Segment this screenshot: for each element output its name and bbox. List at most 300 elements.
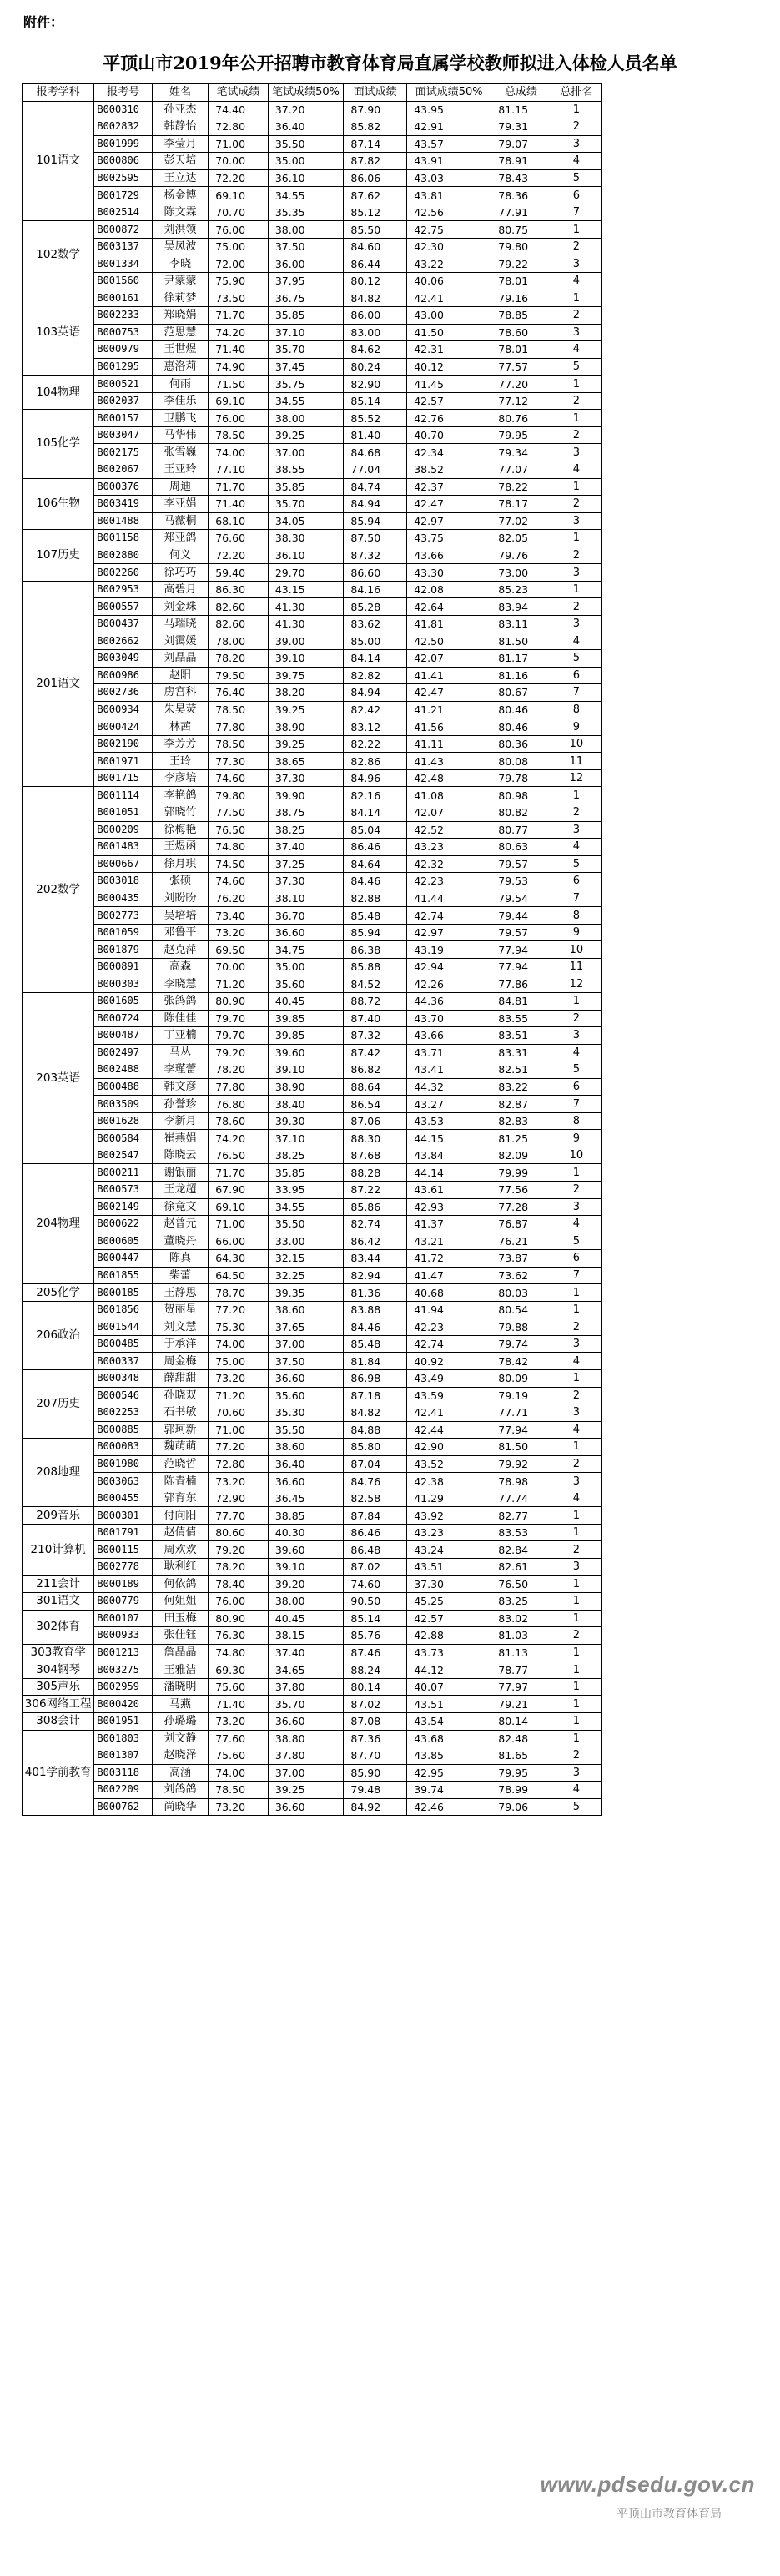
cell-interview-50: 43.27 bbox=[407, 1096, 491, 1113]
cell-rank: 1 bbox=[551, 1439, 601, 1456]
cell-written-score: 78.00 bbox=[209, 633, 269, 650]
cell-written-score: 75.60 bbox=[209, 1747, 269, 1765]
cell-written-50: 35.85 bbox=[268, 307, 344, 325]
cell-interview-50: 42.07 bbox=[407, 650, 491, 668]
cell-written-score: 79.50 bbox=[209, 667, 269, 684]
table-row bbox=[23, 1301, 602, 1318]
cell-interview-score: 82.90 bbox=[344, 376, 407, 393]
cell-interview-score: 87.84 bbox=[344, 1507, 407, 1525]
cell-rank: 9 bbox=[551, 1130, 601, 1147]
cell-rank: 5 bbox=[551, 358, 601, 376]
cell-name: 周欢欢 bbox=[152, 1541, 208, 1559]
cell-name: 陈佳佳 bbox=[152, 1010, 208, 1027]
cell-rank: 1 bbox=[551, 1524, 601, 1541]
cell-name: 郑亚鸽 bbox=[152, 530, 208, 547]
cell-exam-id: B000933 bbox=[94, 1627, 153, 1645]
cell-exam-id: B000779 bbox=[94, 1593, 153, 1611]
cell-name: 吴凤波 bbox=[152, 238, 208, 255]
cell-written-score: 59.40 bbox=[209, 564, 269, 582]
table-row bbox=[23, 821, 602, 839]
cell-written-score: 79.70 bbox=[209, 1027, 269, 1045]
cell-subject: 205化学 bbox=[23, 1284, 94, 1302]
cell-name: 周金梅 bbox=[152, 1353, 208, 1370]
cell-interview-score: 87.42 bbox=[344, 1044, 407, 1061]
cell-subject: 305声乐 bbox=[23, 1678, 94, 1696]
cell-interview-score: 87.70 bbox=[344, 1747, 407, 1765]
cell-rank: 12 bbox=[551, 769, 601, 787]
cell-interview-score: 81.84 bbox=[344, 1353, 407, 1370]
cell-name: 赵晓泽 bbox=[152, 1747, 208, 1765]
table-row bbox=[23, 769, 602, 787]
cell-written-score: 72.00 bbox=[209, 255, 269, 273]
cell-written-50: 38.15 bbox=[268, 1627, 344, 1645]
cell-exam-id: B002067 bbox=[94, 461, 153, 479]
cell-exam-id: B001158 bbox=[94, 530, 153, 547]
cell-name: 崔燕娟 bbox=[152, 1130, 208, 1147]
cell-exam-id: B000891 bbox=[94, 958, 153, 975]
cell-rank: 3 bbox=[551, 512, 601, 530]
cell-rank: 4 bbox=[551, 461, 601, 479]
cell-exam-id: B002149 bbox=[94, 1198, 153, 1216]
cell-rank: 4 bbox=[551, 1044, 601, 1061]
cell-exam-id: B001715 bbox=[94, 769, 153, 787]
cell-exam-id: B000557 bbox=[94, 598, 153, 616]
cell-interview-50: 44.32 bbox=[407, 1078, 491, 1096]
cell-exam-id: B002233 bbox=[94, 307, 153, 325]
cell-interview-score: 84.60 bbox=[344, 238, 407, 255]
cell-written-score: 74.00 bbox=[209, 1335, 269, 1353]
cell-written-50: 37.80 bbox=[268, 1678, 344, 1696]
cell-interview-50: 41.21 bbox=[407, 701, 491, 718]
table-row bbox=[23, 684, 602, 702]
cell-written-score: 66.00 bbox=[209, 1233, 269, 1250]
cell-total-score: 81.16 bbox=[491, 667, 551, 684]
cell-rank: 1 bbox=[551, 1678, 601, 1696]
cell-written-score: 71.20 bbox=[209, 975, 269, 993]
cell-name: 于承洋 bbox=[152, 1335, 208, 1353]
cell-interview-50: 42.08 bbox=[407, 581, 491, 598]
cell-written-score: 71.00 bbox=[209, 135, 269, 153]
cell-interview-50: 41.08 bbox=[407, 787, 491, 804]
cell-written-score: 70.00 bbox=[209, 958, 269, 975]
cell-rank: 1 bbox=[551, 1301, 601, 1318]
cell-written-50: 37.80 bbox=[268, 1747, 344, 1765]
cell-total-score: 81.65 bbox=[491, 1747, 551, 1765]
cell-written-50: 36.40 bbox=[268, 1455, 344, 1473]
cell-interview-50: 42.41 bbox=[407, 290, 491, 307]
table-row bbox=[23, 941, 602, 959]
cell-total-score: 79.76 bbox=[491, 547, 551, 564]
cell-name: 李彦培 bbox=[152, 769, 208, 787]
cell-exam-id: B002832 bbox=[94, 118, 153, 136]
cell-name: 李晓 bbox=[152, 255, 208, 273]
cell-exam-id: B002037 bbox=[94, 392, 153, 410]
cell-written-score: 78.40 bbox=[209, 1575, 269, 1593]
cell-total-score: 79.22 bbox=[491, 255, 551, 273]
cell-total-score: 81.03 bbox=[491, 1627, 551, 1645]
cell-total-score: 77.86 bbox=[491, 975, 551, 993]
cell-rank: 6 bbox=[551, 667, 601, 684]
cell-total-score: 81.50 bbox=[491, 1439, 551, 1456]
cell-exam-id: B000934 bbox=[94, 701, 153, 718]
cell-written-score: 74.40 bbox=[209, 101, 269, 118]
cell-interview-50: 37.30 bbox=[407, 1575, 491, 1593]
cell-rank: 1 bbox=[551, 1284, 601, 1302]
cell-total-score: 79.80 bbox=[491, 238, 551, 255]
cell-total-score: 78.42 bbox=[491, 1353, 551, 1370]
cell-subject: 308会计 bbox=[23, 1712, 94, 1730]
cell-total-score: 78.01 bbox=[491, 341, 551, 359]
cell-interview-score: 88.30 bbox=[344, 1130, 407, 1147]
cell-written-score: 69.50 bbox=[209, 941, 269, 959]
cell-interview-score: 83.44 bbox=[344, 1250, 407, 1268]
table-row bbox=[23, 273, 602, 290]
cell-total-score: 79.88 bbox=[491, 1318, 551, 1336]
table-row bbox=[23, 1782, 602, 1799]
cell-rank: 1 bbox=[551, 410, 601, 427]
cell-total-score: 78.77 bbox=[491, 1661, 551, 1679]
cell-total-score: 77.91 bbox=[491, 204, 551, 221]
cell-interview-score: 88.64 bbox=[344, 1078, 407, 1096]
cell-total-score: 82.51 bbox=[491, 1061, 551, 1079]
cell-total-score: 83.11 bbox=[491, 615, 551, 633]
cell-exam-id: B000872 bbox=[94, 221, 153, 239]
table-row bbox=[23, 1575, 602, 1593]
cell-name: 马燕 bbox=[152, 1696, 208, 1713]
cell-total-score: 78.36 bbox=[491, 187, 551, 204]
cell-interview-score: 87.02 bbox=[344, 1559, 407, 1576]
cell-written-50: 37.40 bbox=[268, 839, 344, 856]
cell-written-score: 69.10 bbox=[209, 187, 269, 204]
cell-total-score: 78.60 bbox=[491, 324, 551, 341]
table-row bbox=[23, 1747, 602, 1765]
cell-rank: 3 bbox=[551, 615, 601, 633]
table-row bbox=[23, 307, 602, 325]
cell-rank: 8 bbox=[551, 701, 601, 718]
cell-total-score: 79.54 bbox=[491, 890, 551, 907]
cell-interview-50: 40.06 bbox=[407, 273, 491, 290]
cell-subject: 306网络工程 bbox=[23, 1696, 94, 1713]
cell-interview-score: 87.40 bbox=[344, 1010, 407, 1027]
table-row bbox=[23, 376, 602, 393]
cell-interview-50: 41.41 bbox=[407, 667, 491, 684]
cell-interview-score: 87.18 bbox=[344, 1387, 407, 1404]
cell-total-score: 83.31 bbox=[491, 1044, 551, 1061]
table-row bbox=[23, 1061, 602, 1079]
cell-total-score: 80.76 bbox=[491, 410, 551, 427]
cell-rank: 2 bbox=[551, 804, 601, 821]
table-row bbox=[23, 1147, 602, 1164]
table-row bbox=[23, 1541, 602, 1559]
cell-total-score: 77.07 bbox=[491, 461, 551, 479]
cell-written-50: 37.50 bbox=[268, 238, 344, 255]
cell-subject: 107历史 bbox=[23, 530, 94, 582]
cell-written-50: 38.55 bbox=[268, 461, 344, 479]
cell-written-score: 67.90 bbox=[209, 1182, 269, 1199]
cell-written-score: 71.70 bbox=[209, 478, 269, 496]
cell-interview-50: 42.32 bbox=[407, 855, 491, 873]
cell-total-score: 82.61 bbox=[491, 1559, 551, 1576]
cell-interview-50: 42.44 bbox=[407, 1421, 491, 1439]
cell-exam-id: B001729 bbox=[94, 187, 153, 204]
cell-interview-score: 87.06 bbox=[344, 1112, 407, 1130]
cell-total-score: 77.12 bbox=[491, 392, 551, 410]
cell-total-score: 83.55 bbox=[491, 1010, 551, 1027]
table-row bbox=[23, 1130, 602, 1147]
cell-name: 李艳鸽 bbox=[152, 787, 208, 804]
cell-written-50: 38.25 bbox=[268, 821, 344, 839]
cell-written-score: 73.20 bbox=[209, 1798, 269, 1816]
cell-interview-50: 42.07 bbox=[407, 804, 491, 821]
cell-exam-id: B000376 bbox=[94, 478, 153, 496]
cell-name: 范思慧 bbox=[152, 324, 208, 341]
table-row bbox=[23, 924, 602, 941]
cell-written-score: 78.50 bbox=[209, 426, 269, 444]
cell-interview-50: 42.34 bbox=[407, 444, 491, 461]
cell-exam-id: B002488 bbox=[94, 1061, 153, 1079]
cell-written-50: 34.55 bbox=[268, 1198, 344, 1216]
cell-interview-50: 41.72 bbox=[407, 1250, 491, 1268]
cell-written-50: 38.85 bbox=[268, 1507, 344, 1525]
cell-name: 柴蕾 bbox=[152, 1267, 208, 1284]
cell-interview-50: 42.57 bbox=[407, 392, 491, 410]
cell-interview-50: 43.59 bbox=[407, 1387, 491, 1404]
cell-interview-50: 42.95 bbox=[407, 1764, 491, 1782]
cell-rank: 1 bbox=[551, 1575, 601, 1593]
cell-rank: 1 bbox=[551, 1593, 601, 1611]
cell-exam-id: B002253 bbox=[94, 1404, 153, 1422]
cell-exam-id: B000584 bbox=[94, 1130, 153, 1147]
cell-exam-id: B001605 bbox=[94, 992, 153, 1010]
cell-exam-id: B000885 bbox=[94, 1421, 153, 1439]
cell-rank: 1 bbox=[551, 221, 601, 239]
cell-rank: 2 bbox=[551, 392, 601, 410]
cell-interview-50: 43.41 bbox=[407, 1061, 491, 1079]
cell-written-score: 82.60 bbox=[209, 615, 269, 633]
cell-written-50: 36.60 bbox=[268, 1798, 344, 1816]
cell-name: 陈文霖 bbox=[152, 204, 208, 221]
cell-subject: 211会计 bbox=[23, 1575, 94, 1593]
cell-interview-50: 40.68 bbox=[407, 1284, 491, 1302]
cell-total-score: 77.94 bbox=[491, 1421, 551, 1439]
cell-total-score: 78.01 bbox=[491, 273, 551, 290]
cell-name: 刘洪领 bbox=[152, 221, 208, 239]
cell-total-score: 82.09 bbox=[491, 1147, 551, 1164]
cell-written-50: 39.10 bbox=[268, 1559, 344, 1576]
header-total-score: 总成绩 bbox=[491, 84, 551, 102]
cell-name: 彭天培 bbox=[152, 153, 208, 170]
cell-exam-id: B003049 bbox=[94, 650, 153, 668]
cell-subject: 401学前教育 bbox=[23, 1730, 94, 1816]
cell-name: 董晓丹 bbox=[152, 1233, 208, 1250]
cell-name: 耿利红 bbox=[152, 1559, 208, 1576]
cell-exam-id: B000485 bbox=[94, 1335, 153, 1353]
cell-exam-id: B002497 bbox=[94, 1044, 153, 1061]
cell-exam-id: B003419 bbox=[94, 496, 153, 513]
cell-interview-score: 88.72 bbox=[344, 992, 407, 1010]
cell-rank: 1 bbox=[551, 581, 601, 598]
cell-exam-id: B001971 bbox=[94, 753, 153, 770]
cell-written-50: 35.50 bbox=[268, 135, 344, 153]
cell-subject: 210计算机 bbox=[23, 1524, 94, 1575]
cell-written-50: 38.80 bbox=[268, 1730, 344, 1747]
cell-interview-50: 41.44 bbox=[407, 890, 491, 907]
cell-rank: 7 bbox=[551, 1267, 601, 1284]
table-row bbox=[23, 1455, 602, 1473]
cell-name: 刘盼盼 bbox=[152, 890, 208, 907]
cell-interview-score: 86.82 bbox=[344, 1061, 407, 1079]
cell-interview-score: 87.82 bbox=[344, 153, 407, 170]
cell-exam-id: B000337 bbox=[94, 1353, 153, 1370]
cell-total-score: 82.48 bbox=[491, 1730, 551, 1747]
cell-rank: 6 bbox=[551, 1250, 601, 1268]
cell-written-score: 75.90 bbox=[209, 273, 269, 290]
cell-rank: 4 bbox=[551, 839, 601, 856]
cell-subject: 105化学 bbox=[23, 410, 94, 478]
cell-name: 李莹月 bbox=[152, 135, 208, 153]
cell-written-score: 77.60 bbox=[209, 1730, 269, 1747]
header-name: 姓名 bbox=[152, 84, 208, 102]
cell-subject: 304钢琴 bbox=[23, 1661, 94, 1679]
cell-exam-id: B001488 bbox=[94, 512, 153, 530]
cell-exam-id: B000189 bbox=[94, 1575, 153, 1593]
cell-exam-id: B000303 bbox=[94, 975, 153, 993]
table-row bbox=[23, 324, 602, 341]
cell-written-score: 76.50 bbox=[209, 821, 269, 839]
cell-interview-50: 41.47 bbox=[407, 1267, 491, 1284]
cell-interview-score: 74.60 bbox=[344, 1575, 407, 1593]
cell-rank: 1 bbox=[551, 787, 601, 804]
cell-interview-score: 84.52 bbox=[344, 975, 407, 993]
table-row bbox=[23, 1798, 602, 1816]
table-row bbox=[23, 1233, 602, 1250]
cell-name: 魏萌萌 bbox=[152, 1439, 208, 1456]
cell-interview-score: 84.94 bbox=[344, 496, 407, 513]
table-row bbox=[23, 547, 602, 564]
cell-exam-id: B000806 bbox=[94, 153, 153, 170]
cell-written-50: 37.10 bbox=[268, 1130, 344, 1147]
cell-written-score: 78.60 bbox=[209, 1112, 269, 1130]
cell-written-score: 82.60 bbox=[209, 598, 269, 616]
cell-rank: 1 bbox=[551, 478, 601, 496]
cell-rank: 3 bbox=[551, 564, 601, 582]
table-row bbox=[23, 187, 602, 204]
cell-rank: 4 bbox=[551, 1782, 601, 1799]
cell-written-score: 73.20 bbox=[209, 924, 269, 941]
cell-written-score: 74.00 bbox=[209, 1764, 269, 1782]
cell-written-score: 78.20 bbox=[209, 650, 269, 668]
table-row bbox=[23, 1267, 602, 1284]
cell-name: 田玉梅 bbox=[152, 1610, 208, 1627]
cell-interview-score: 85.52 bbox=[344, 410, 407, 427]
cell-interview-score: 77.04 bbox=[344, 461, 407, 479]
cell-interview-score: 85.14 bbox=[344, 1610, 407, 1627]
cell-name: 赵普元 bbox=[152, 1216, 208, 1233]
cell-rank: 5 bbox=[551, 650, 601, 668]
cell-name: 李新月 bbox=[152, 1112, 208, 1130]
cell-interview-50: 42.64 bbox=[407, 598, 491, 616]
cell-interview-score: 84.94 bbox=[344, 684, 407, 702]
cell-exam-id: B001803 bbox=[94, 1730, 153, 1747]
cell-interview-score: 85.86 bbox=[344, 1198, 407, 1216]
cell-written-50: 38.00 bbox=[268, 1593, 344, 1611]
cell-written-50: 34.55 bbox=[268, 187, 344, 204]
cell-rank: 7 bbox=[551, 684, 601, 702]
cell-interview-score: 85.00 bbox=[344, 633, 407, 650]
cell-interview-50: 43.24 bbox=[407, 1541, 491, 1559]
table-row bbox=[23, 718, 602, 736]
cell-exam-id: B000605 bbox=[94, 1233, 153, 1250]
cell-name: 高涵 bbox=[152, 1764, 208, 1782]
cell-name: 张佳钰 bbox=[152, 1627, 208, 1645]
cell-total-score: 79.06 bbox=[491, 1798, 551, 1816]
cell-rank: 1 bbox=[551, 1164, 601, 1182]
cell-written-50: 38.90 bbox=[268, 718, 344, 736]
cell-exam-id: B001544 bbox=[94, 1318, 153, 1336]
cell-rank: 2 bbox=[551, 238, 601, 255]
cell-rank: 2 bbox=[551, 1455, 601, 1473]
cell-written-50: 38.40 bbox=[268, 1096, 344, 1113]
cell-rank: 4 bbox=[551, 1216, 601, 1233]
table-row bbox=[23, 153, 602, 170]
table-row bbox=[23, 1250, 602, 1268]
cell-interview-score: 82.82 bbox=[344, 667, 407, 684]
cell-name: 高碧月 bbox=[152, 581, 208, 598]
cell-written-score: 72.20 bbox=[209, 169, 269, 187]
cell-exam-id: B002773 bbox=[94, 907, 153, 925]
cell-subject: 201语文 bbox=[23, 581, 94, 787]
cell-name: 张雪巍 bbox=[152, 444, 208, 461]
table-row bbox=[23, 238, 602, 255]
cell-rank: 5 bbox=[551, 855, 601, 873]
attachment-label: 附件： bbox=[23, 14, 64, 30]
cell-interview-score: 82.94 bbox=[344, 1267, 407, 1284]
table-row bbox=[23, 118, 602, 136]
table-row bbox=[23, 101, 602, 118]
cell-interview-50: 38.52 bbox=[407, 461, 491, 479]
table-row bbox=[23, 341, 602, 359]
cell-interview-score: 87.90 bbox=[344, 101, 407, 118]
cell-rank: 6 bbox=[551, 1078, 601, 1096]
cell-total-score: 78.22 bbox=[491, 478, 551, 496]
cell-written-score: 78.20 bbox=[209, 1061, 269, 1079]
cell-rank: 2 bbox=[551, 1318, 601, 1336]
cell-exam-id: B000157 bbox=[94, 410, 153, 427]
cell-interview-score: 85.48 bbox=[344, 1335, 407, 1353]
cell-name: 朱昊荧 bbox=[152, 701, 208, 718]
table-row bbox=[23, 1627, 602, 1645]
cell-name: 韩文彦 bbox=[152, 1078, 208, 1096]
cell-interview-50: 43.91 bbox=[407, 153, 491, 170]
cell-written-score: 71.50 bbox=[209, 376, 269, 393]
cell-exam-id: B001213 bbox=[94, 1644, 153, 1661]
cell-rank: 2 bbox=[551, 1010, 601, 1027]
table-row bbox=[23, 855, 602, 873]
cell-total-score: 85.23 bbox=[491, 581, 551, 598]
cell-rank: 6 bbox=[551, 873, 601, 890]
cell-written-score: 78.50 bbox=[209, 735, 269, 753]
cell-written-50: 38.75 bbox=[268, 804, 344, 821]
cell-interview-50: 42.23 bbox=[407, 1318, 491, 1336]
cell-total-score: 79.53 bbox=[491, 873, 551, 890]
cell-rank: 6 bbox=[551, 187, 601, 204]
table-row bbox=[23, 1404, 602, 1422]
cell-written-score: 77.10 bbox=[209, 461, 269, 479]
cell-exam-id: B000348 bbox=[94, 1370, 153, 1388]
cell-interview-score: 83.12 bbox=[344, 718, 407, 736]
cell-interview-50: 42.46 bbox=[407, 1798, 491, 1816]
cell-interview-50: 43.70 bbox=[407, 1010, 491, 1027]
